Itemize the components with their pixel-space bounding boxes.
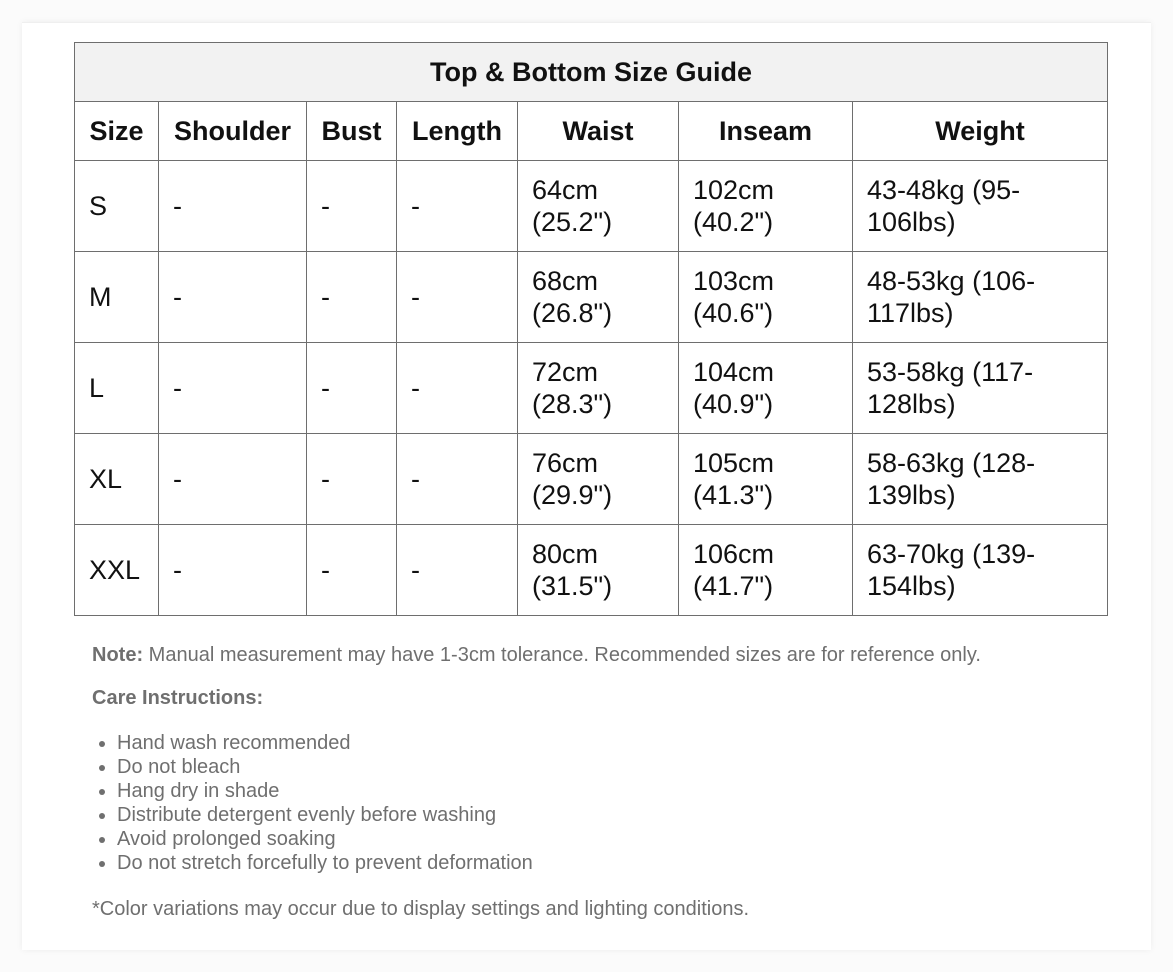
- header-waist: Waist: [518, 102, 679, 161]
- care-list: [92, 731, 1092, 875]
- table-row: [75, 525, 1108, 616]
- note-text: Manual measurement may have 1-3cm tolerance. Recommended sizes are for reference only.: [143, 644, 981, 666]
- cell-bust: -: [307, 161, 397, 252]
- size-guide-table: [74, 42, 1108, 616]
- cell-bust: -: [307, 343, 397, 434]
- cell-shoulder: -: [159, 161, 307, 252]
- list-item: • Avoid prolonged soaking: [117, 827, 1092, 851]
- list-item: • Do not stretch forcefully to prevent deformation: [117, 851, 1092, 875]
- cell-length: -: [397, 161, 518, 252]
- cell-weight: 58-63kg (128-139lbs): [853, 434, 1108, 525]
- notes-section: [92, 643, 1092, 921]
- color-disclaimer: *Color variations may occur due to display settings and lighting conditions.: [92, 898, 750, 920]
- header-weight: Weight: [853, 102, 1108, 161]
- cell-length: -: [397, 434, 518, 525]
- size-guide-card: [22, 22, 1151, 950]
- cell-length: -: [397, 525, 518, 616]
- cell-shoulder: -: [159, 252, 307, 343]
- note-label: Note:: [92, 644, 144, 666]
- header-size: Size: [75, 102, 159, 161]
- table-row: [75, 161, 1108, 252]
- cell-size: S: [75, 161, 159, 252]
- list-item: • Hang dry in shade: [117, 779, 1092, 803]
- table-row: [75, 434, 1108, 525]
- cell-weight: 48-53kg (106-117lbs): [853, 252, 1108, 343]
- cell-bust: -: [307, 252, 397, 343]
- cell-bust: -: [307, 525, 397, 616]
- cell-waist: 76cm (29.9"): [518, 434, 679, 525]
- cell-weight: 63-70kg (139-154lbs): [853, 525, 1108, 616]
- cell-shoulder: -: [159, 343, 307, 434]
- table-row: [75, 343, 1108, 434]
- table-header-row: [75, 102, 1108, 161]
- list-item: • Distribute detergent evenly before washing: [117, 803, 1092, 827]
- list-item: • Hand wash recommended: [117, 731, 1092, 755]
- header-bust: Bust: [307, 102, 397, 161]
- cell-size: XXL: [75, 525, 159, 616]
- cell-weight: 53-58kg (117-128lbs): [853, 343, 1108, 434]
- header-inseam: Inseam: [679, 102, 853, 161]
- cell-length: -: [397, 343, 518, 434]
- cell-waist: 72cm (28.3"): [518, 343, 679, 434]
- cell-length: -: [397, 252, 518, 343]
- cell-inseam: 103cm (40.6"): [679, 252, 853, 343]
- tolerance-note: [92, 643, 1092, 667]
- cell-inseam: 105cm (41.3"): [679, 434, 853, 525]
- cell-size: L: [75, 343, 159, 434]
- cell-inseam: 106cm (41.7"): [679, 525, 853, 616]
- cell-bust: -: [307, 434, 397, 525]
- cell-weight: 43-48kg (95-106lbs): [853, 161, 1108, 252]
- cell-inseam: 104cm (40.9"): [679, 343, 853, 434]
- header-length: Length: [397, 102, 518, 161]
- cell-waist: 68cm (26.8"): [518, 252, 679, 343]
- list-item: • Do not bleach: [117, 755, 1092, 779]
- cell-size: XL: [75, 434, 159, 525]
- care-heading: Care Instructions:: [92, 687, 264, 709]
- cell-inseam: 102cm (40.2"): [679, 161, 853, 252]
- cell-waist: 64cm (25.2"): [518, 161, 679, 252]
- cell-shoulder: -: [159, 434, 307, 525]
- table-title-row: [75, 43, 1108, 102]
- cell-waist: 80cm (31.5"): [518, 525, 679, 616]
- cell-shoulder: -: [159, 525, 307, 616]
- cell-size: M: [75, 252, 159, 343]
- table-row: [75, 252, 1108, 343]
- table-title: Top & Bottom Size Guide: [75, 43, 1108, 102]
- header-shoulder: Shoulder: [159, 102, 307, 161]
